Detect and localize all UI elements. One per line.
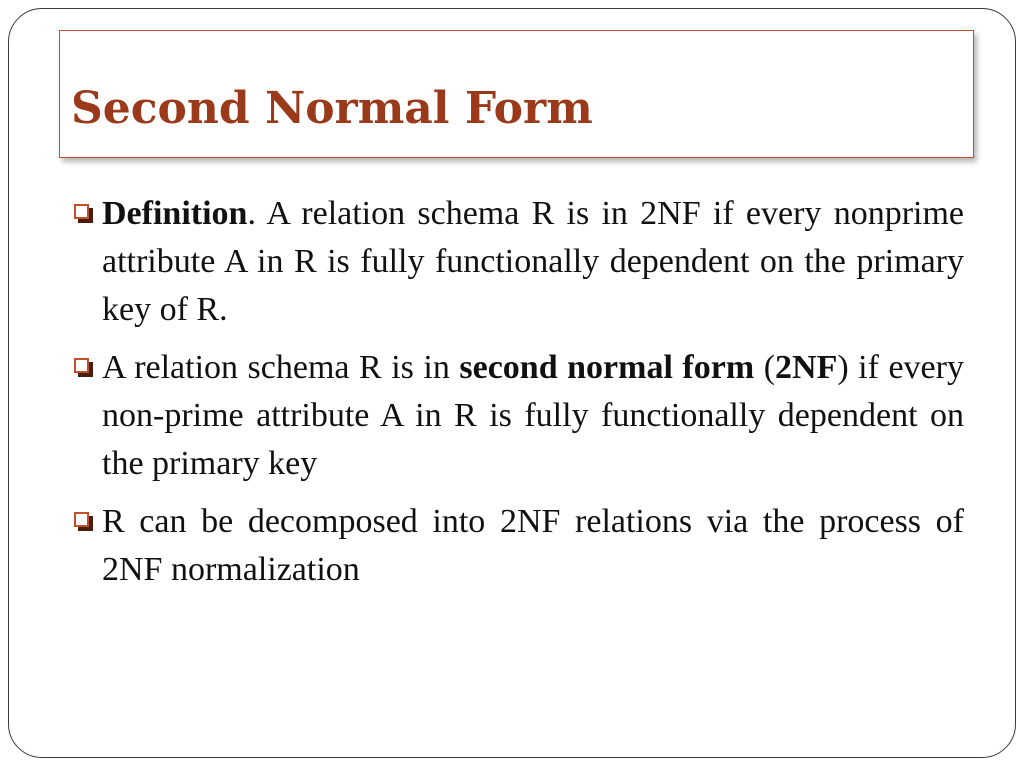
bullet-2nf-statement bbox=[72, 344, 964, 488]
statement-lead: A relation schema R is in bbox=[102, 349, 460, 386]
hollow-square-bullet-icon bbox=[74, 512, 93, 531]
statement-rest: ) if every non-prime attribute A in R is fully functionally dependent on the primary key bbox=[102, 349, 964, 482]
title-box bbox=[59, 30, 974, 158]
hollow-square-bullet-icon bbox=[74, 358, 93, 377]
definition-text: . A relation schema R is in 2NF if every nonprime attribute A in R is fully functionally dependent on the primary key of R. bbox=[102, 195, 964, 328]
second-normal-form-term: second normal form bbox=[459, 349, 755, 386]
definition-term: Definition bbox=[102, 195, 248, 232]
bullet-definition bbox=[72, 190, 964, 334]
slide-title: Second Normal Form bbox=[71, 83, 593, 134]
bullet-decomposition bbox=[72, 498, 964, 594]
2nf-abbrev: 2NF bbox=[775, 349, 838, 386]
decomposition-text: R can be decomposed into 2NF relations via the process of 2NF normalization bbox=[102, 503, 964, 588]
slide-content bbox=[72, 190, 964, 604]
paren-open: ( bbox=[754, 349, 776, 386]
hollow-square-bullet-icon bbox=[74, 204, 93, 223]
